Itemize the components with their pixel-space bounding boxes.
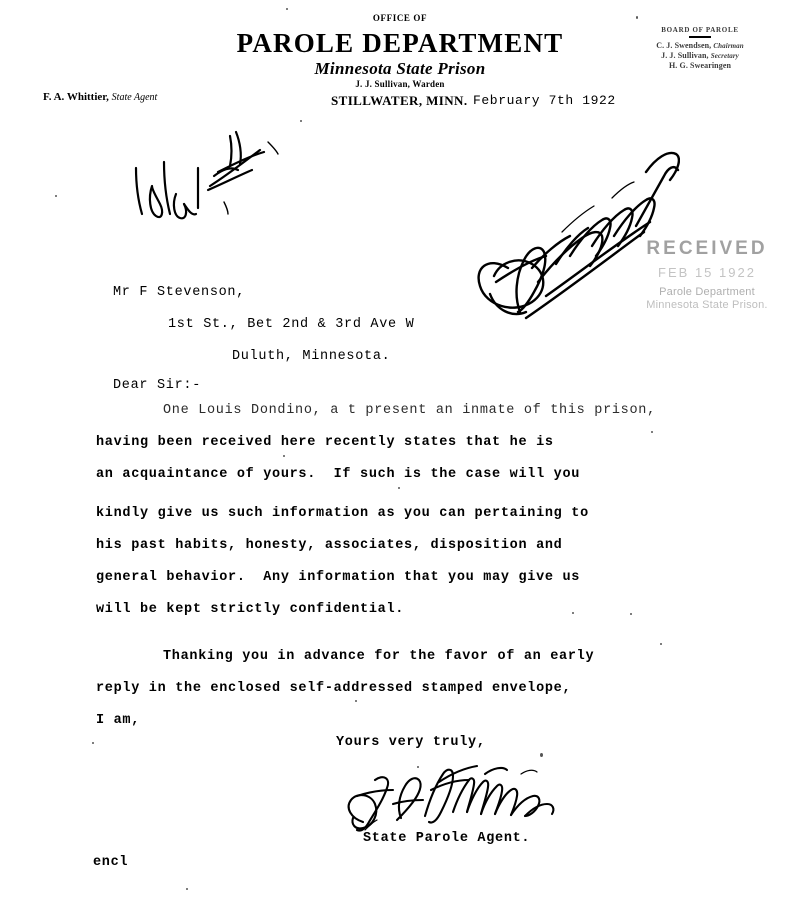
scan-speck (540, 753, 543, 757)
recipient-street: 1st St., Bet 2nd & 3rd Ave W (168, 317, 415, 332)
scan-speck (417, 766, 419, 768)
body-line: an acquaintance of yours. If such is the case will you (96, 467, 581, 482)
scan-speck (398, 487, 400, 489)
board-of-parole-block (620, 26, 780, 71)
scan-speck (355, 700, 357, 702)
board-divider (689, 36, 711, 38)
letterhead-office-of: OFFICE OF (372, 13, 428, 23)
body-line: reply in the enclosed self-addressed stamped envelope, (96, 681, 572, 696)
scan-speck (651, 431, 653, 433)
received-stamp (622, 238, 792, 311)
scan-speck (55, 195, 57, 197)
body-line: his past habits, honesty, associates, disposition and (96, 538, 563, 553)
board-member-name: C. J. Swendsen, (656, 41, 712, 50)
body-line: will be kept strictly confidential. (96, 602, 405, 617)
board-member (620, 51, 780, 61)
state-agent-role: State Agent (111, 92, 158, 103)
scan-speck (660, 643, 662, 645)
letterhead-institution: Minnesota State Prison (314, 59, 486, 78)
scan-speck (186, 888, 188, 890)
recipient-name: Mr F Stevenson, (113, 285, 246, 300)
recipient-city: Duluth, Minnesota. (232, 349, 391, 364)
received-stamp-department: Parole Department (659, 286, 755, 298)
board-member (620, 61, 780, 71)
scan-speck (283, 455, 285, 457)
enclosure-notation: encl (93, 855, 129, 870)
scan-speck (636, 16, 638, 19)
letterhead-city: STILLWATER, MINN. (331, 93, 468, 108)
board-member-name: H. G. Swearingen (668, 61, 732, 70)
salutation: Dear Sir:- (113, 378, 202, 393)
body-line: One Louis Dondino, a t present an inmate of this prison, (163, 403, 656, 418)
scan-speck (92, 742, 94, 744)
body-line: Thanking you in advance for the favor of an early (163, 649, 595, 664)
letterhead-state-agent (43, 91, 157, 103)
letter-date: February 7th 1922 (473, 93, 616, 108)
board-of-parole-title: BOARD OF PAROLE (661, 26, 739, 34)
body-line: general behavior. Any information that you may give us (96, 570, 581, 585)
board-member-role: Chairman (713, 42, 744, 50)
closing-salutation: Yours very truly, (336, 735, 486, 750)
letterhead-warden: J. J. Sullivan, Warden (355, 79, 445, 89)
body-line: kindly give us such information as you can pertaining to (96, 506, 589, 521)
board-member-name: J. J. Sullivan, (661, 51, 709, 60)
board-member-role: Secretary (710, 52, 739, 60)
body-line: I am, (96, 713, 141, 728)
received-stamp-title: RECEIVED (646, 238, 768, 259)
body-line: having been received here recently states that he is (96, 435, 554, 450)
scan-speck (572, 612, 574, 614)
received-stamp-date: FEB 15 1922 (658, 265, 756, 280)
scan-speck (300, 120, 302, 122)
handwritten-signature (335, 760, 585, 835)
signature-title: State Parole Agent. (363, 831, 531, 846)
received-stamp-institution: Minnesota State Prison. (646, 299, 768, 311)
letterhead-department-title: PAROLE DEPARTMENT (236, 28, 564, 58)
top-left-pen-mark (118, 128, 298, 223)
scan-speck (630, 613, 632, 615)
scan-speck (286, 8, 288, 10)
board-member (620, 41, 780, 51)
state-agent-name: F. A. Whittier, (43, 91, 109, 103)
